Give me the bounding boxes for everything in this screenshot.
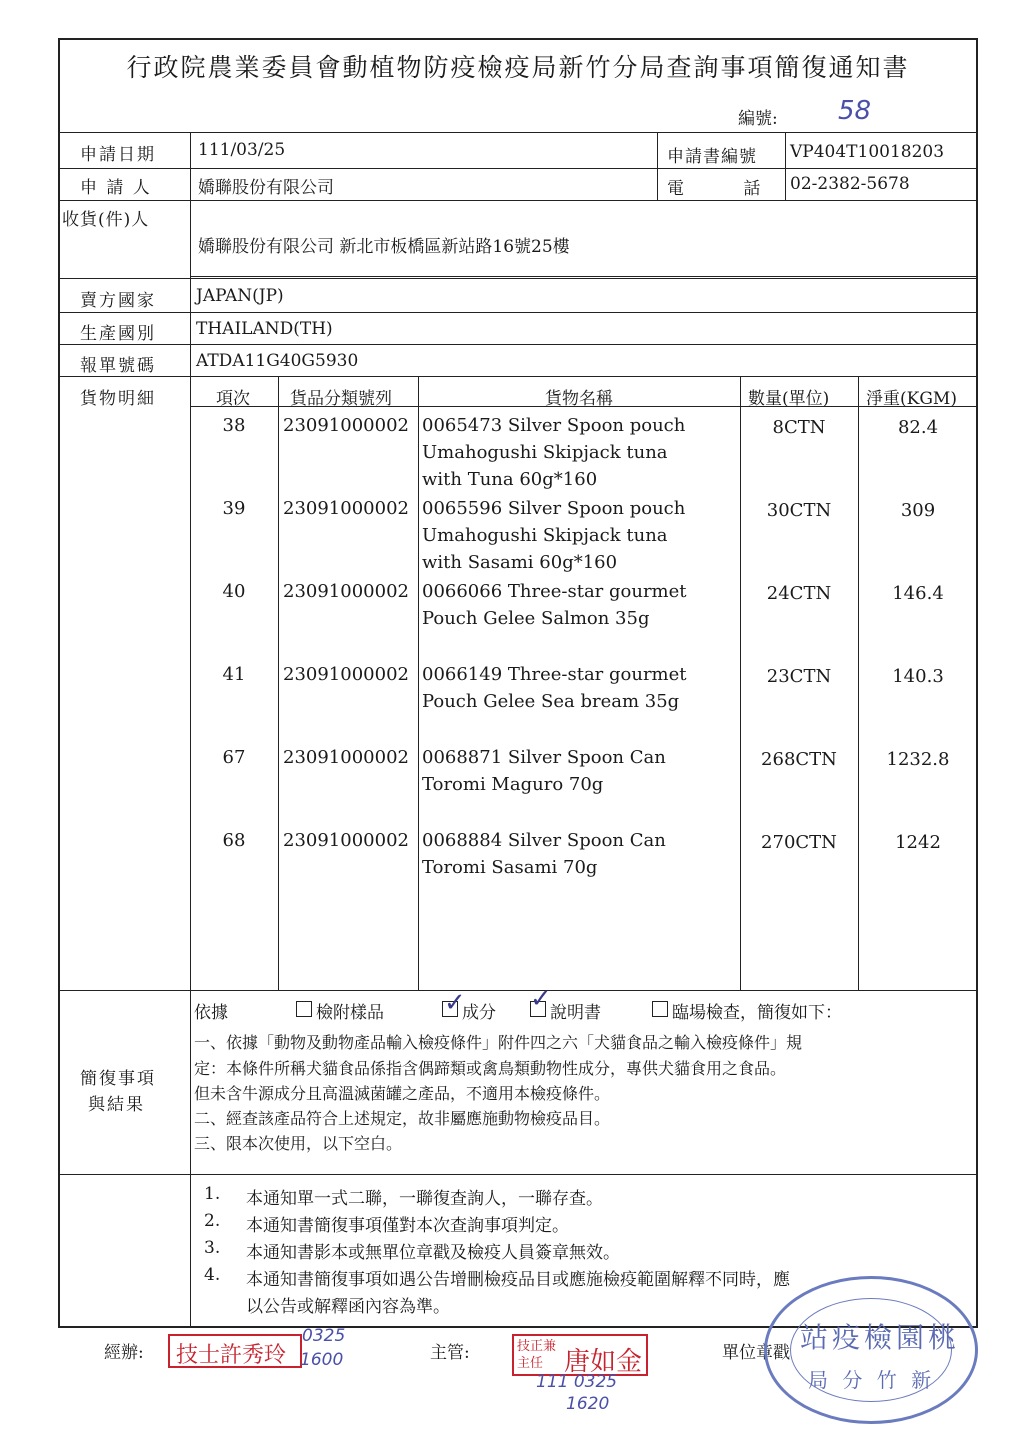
rule — [785, 132, 786, 200]
row-weight: 1242 — [895, 832, 941, 853]
supervisor-handwritten-time: 1620 — [566, 1394, 610, 1414]
origin-value: THAILAND(TH) — [196, 319, 333, 339]
note-number: 4. — [204, 1265, 221, 1285]
note-number: 1. — [204, 1184, 221, 1204]
checkmark-icon: ✓ — [444, 988, 466, 1018]
seller-country-value: JAPAN(JP) — [196, 286, 284, 306]
rule — [190, 276, 978, 277]
applicant-label: 申 請 人 — [80, 178, 152, 198]
note-number: 2. — [204, 1211, 221, 1231]
rule — [190, 132, 191, 1328]
row-qty: 8CTN — [772, 417, 826, 438]
rule — [58, 376, 978, 377]
rule — [657, 132, 658, 200]
seal-text: 站疫檢園桃 — [800, 1321, 961, 1354]
rule — [58, 990, 978, 991]
goods-label: 貨物明細 — [80, 389, 156, 409]
apply-date-label: 申請日期 — [80, 145, 156, 165]
row-code: 23091000002 — [283, 581, 409, 602]
rule — [858, 376, 859, 990]
row-name: 0065473 Silver Spoon pouch Umahogushi Skipjack tuna with Tuna 60g*160 — [422, 415, 686, 490]
row-qty: 270CTN — [761, 832, 837, 853]
col-header-qty: 數量(單位) — [748, 389, 830, 409]
row-weight: 82.4 — [897, 417, 939, 438]
unit-seal-label: 單位章戳 — [722, 1343, 790, 1363]
supervisor-label: 主管: — [430, 1343, 470, 1363]
row-code: 23091000002 — [283, 415, 409, 436]
row-item: 39 — [222, 498, 246, 519]
supervisor-stamp-title: 技正兼主任 — [517, 1339, 557, 1371]
note-number: 3. — [204, 1238, 221, 1258]
declaration-value: ATDA11G40G5930 — [196, 351, 359, 371]
row-code: 23091000002 — [283, 830, 409, 851]
rule — [58, 168, 978, 169]
handler-label: 經辦: — [104, 1343, 144, 1363]
consignee-label: 收貨(件)人 — [62, 210, 150, 230]
row-item: 38 — [222, 415, 246, 436]
row-weight: 309 — [900, 500, 936, 521]
reply-line-2: 定：本條件所稱犬貓食品係指含偶蹄類或禽鳥類動物性成分，專供犬貓食用之食品。 — [194, 1059, 787, 1078]
reply-line-3: 但未含牛源成分且高溫滅菌罐之產品，不適用本檢疫條件。 — [194, 1084, 611, 1103]
handler-handwritten-date: 0325 — [302, 1326, 346, 1346]
rule — [58, 278, 978, 279]
reply-line-4: 二、經查該產品符合上述規定，故非屬應施動物檢疫品目。 — [194, 1109, 611, 1128]
check-label-sample: 檢附樣品 — [316, 1003, 384, 1023]
row-qty: 30CTN — [766, 500, 832, 521]
supervisor-handwritten-date: 111 0325 — [536, 1372, 618, 1392]
rule — [58, 1174, 978, 1175]
col-header-name: 貨物名稱 — [545, 389, 613, 409]
row-name: 0066149 Three-star gourmet Pouch Gelee Sea bream 35g — [422, 664, 687, 712]
col-header-item: 項次 — [216, 389, 250, 409]
phone-label: 電 話 — [667, 179, 763, 199]
row-item: 40 — [222, 581, 246, 602]
doc-number-handwritten: 58 — [838, 96, 872, 126]
reply-line-5: 三、限本次使用，以下空白。 — [194, 1134, 403, 1153]
col-header-code: 貨品分類號列 — [290, 389, 392, 409]
reply-line-1: 一、依據「動物及動物產品輸入檢疫條件」附件四之六「犬貓食品之輸入檢疫條件」規 — [194, 1033, 803, 1052]
row-name: 0068871 Silver Spoon Can Toromi Maguro 70g — [422, 747, 666, 795]
note-text: 本通知書簡復事項如遇公告增刪檢疫品目或應施檢疫範圍解釋不同時，應 — [246, 1270, 790, 1290]
row-code: 23091000002 — [283, 498, 409, 519]
supervisor-stamp-name: 唐如金 — [564, 1347, 643, 1377]
row-code: 23091000002 — [283, 664, 409, 685]
apply-date-value: 111/03/25 — [198, 140, 286, 160]
row-weight: 140.3 — [892, 666, 944, 687]
col-header-weight: 淨重(KGM) — [866, 389, 957, 409]
basis-label: 依據 — [194, 1003, 228, 1023]
handler-handwritten-time: 1600 — [300, 1350, 344, 1370]
row-name: 0065596 Silver Spoon pouch Umahogushi Skipjack tuna with Sasami 60g*160 — [422, 498, 686, 573]
rule — [740, 376, 741, 990]
note-text: 本通知書影本或無單位章戳及檢疫人員簽章無效。 — [246, 1243, 620, 1263]
note-text: 以公告或解釋函內容為準。 — [246, 1297, 450, 1317]
check-label-manual: 說明書 — [550, 1003, 601, 1023]
consignee-value: 嬌聯股份有限公司 新北市板橋區新站路16號25樓 — [198, 237, 570, 257]
note-text: 本通知單一式二聯，一聯復查詢人，一聯存查。 — [246, 1189, 603, 1209]
row-code: 23091000002 — [283, 747, 409, 768]
declaration-label: 報單號碼 — [80, 356, 156, 376]
row-qty: 268CTN — [761, 749, 837, 770]
rule — [58, 200, 978, 201]
row-item: 41 — [222, 664, 246, 685]
document-title: 行政院農業委員會動植物防疫檢疫局新竹分局查詢事項簡復通知書 — [126, 53, 910, 82]
rule — [58, 132, 978, 133]
row-item: 67 — [222, 747, 246, 768]
handler-stamp: 技士許秀玲 — [168, 1334, 302, 1368]
applicant-value: 嬌聯股份有限公司 — [198, 178, 334, 198]
note-text: 本通知書簡復事項僅對本次查詢事項判定。 — [246, 1216, 569, 1236]
checkbox-sample[interactable] — [296, 1001, 312, 1017]
row-item: 68 — [222, 830, 246, 851]
rule — [58, 312, 978, 313]
rule — [58, 344, 978, 345]
reply-label-line1: 簡復事項 — [80, 1069, 156, 1089]
row-qty: 24CTN — [766, 583, 832, 604]
rule — [278, 376, 279, 990]
row-weight: 1232.8 — [886, 749, 950, 770]
apply-no-value: VP404T10018203 — [790, 142, 945, 162]
rule — [418, 376, 419, 990]
checkbox-onsite[interactable] — [652, 1001, 668, 1017]
seal-subtext: 局 分 竹 新 — [808, 1368, 936, 1392]
row-weight: 146.4 — [892, 583, 944, 604]
supervisor-stamp — [512, 1334, 648, 1376]
row-name: 0068884 Silver Spoon Can Toromi Sasami 70g — [422, 830, 666, 878]
row-qty: 23CTN — [766, 666, 832, 687]
origin-label: 生產國別 — [80, 324, 156, 344]
doc-number-label: 編號: — [738, 109, 778, 129]
check-label-ingredients: 成分 — [462, 1003, 496, 1023]
apply-no-label: 申請書編號 — [667, 147, 757, 167]
checkmark-icon: ✓ — [530, 984, 552, 1014]
reply-label-line2: 與結果 — [88, 1095, 145, 1115]
seller-country-label: 賣方國家 — [80, 291, 156, 311]
row-name: 0066066 Three-star gourmet Pouch Gelee Salmon 35g — [422, 581, 687, 629]
phone-value: 02-2382-5678 — [790, 174, 910, 194]
check-label-onsite: 臨場檢查，簡復如下： — [672, 1003, 842, 1023]
